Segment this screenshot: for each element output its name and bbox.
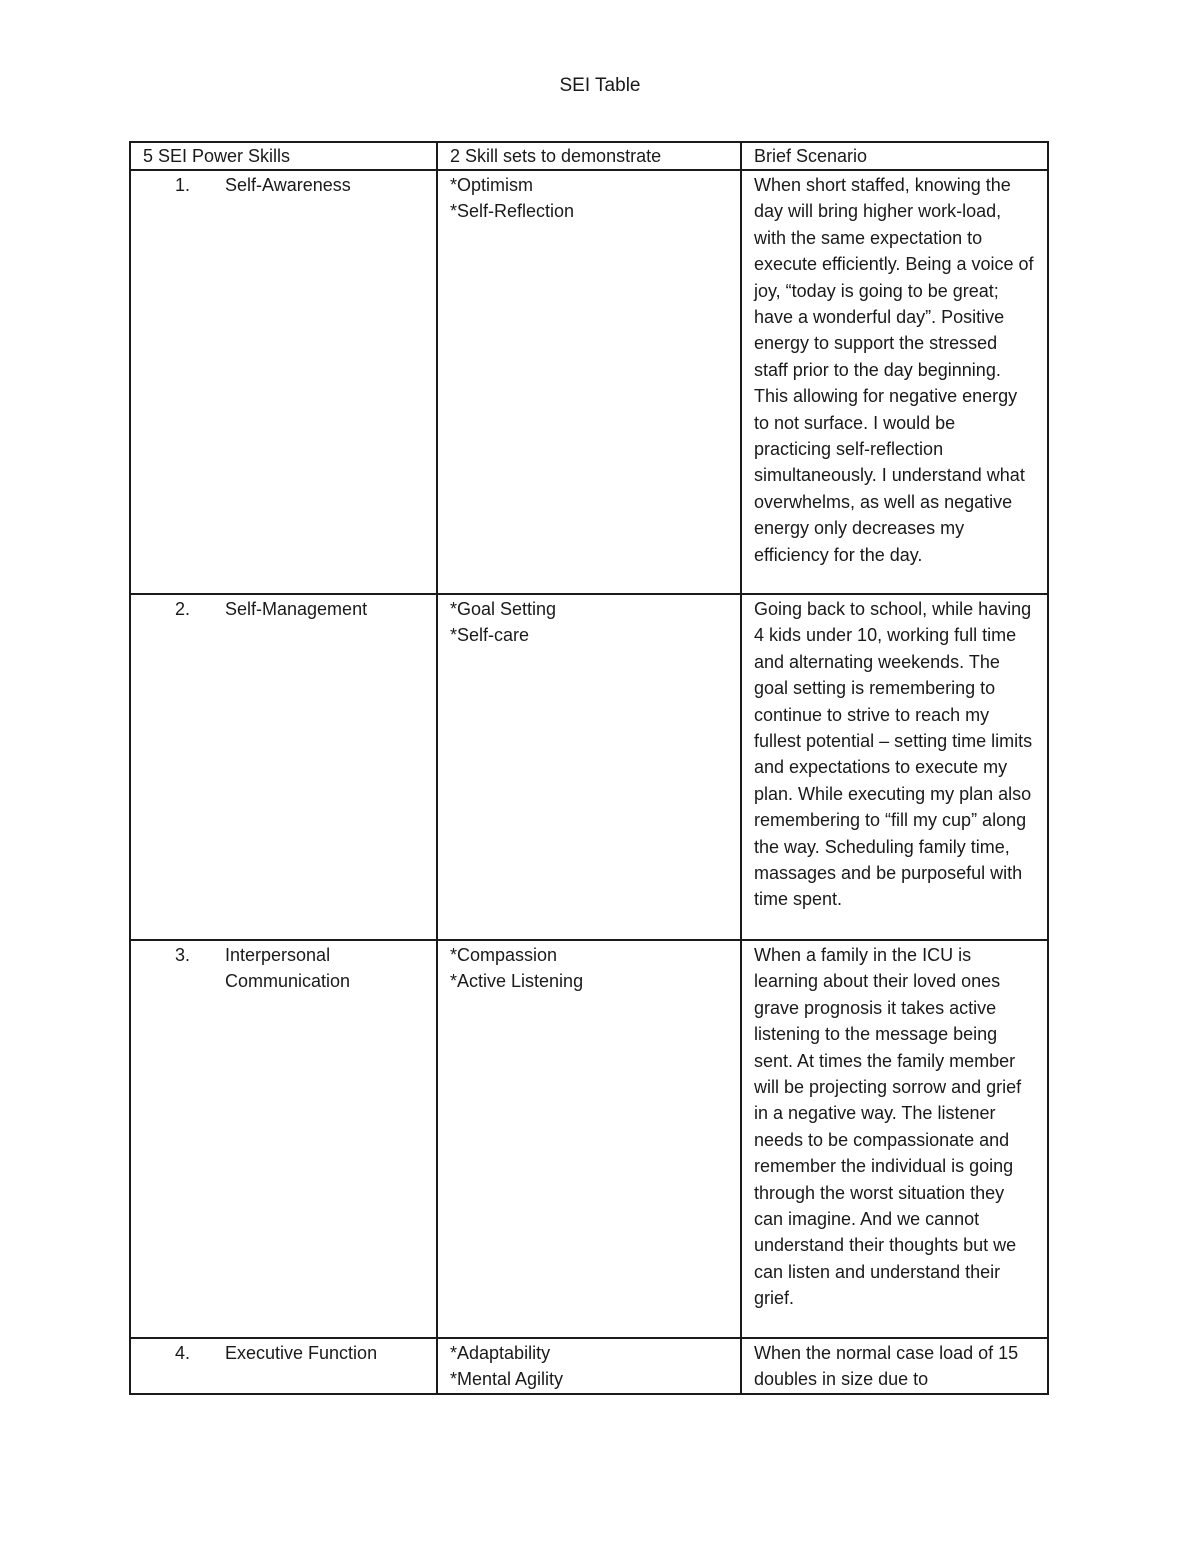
header-brief-scenario: Brief Scenario — [741, 142, 1048, 170]
skill-sets-cell — [437, 170, 741, 594]
skill-name: Executive Function — [225, 1343, 378, 1363]
table-row — [130, 594, 1048, 940]
skill-sets-cell — [437, 940, 741, 1338]
skill-set-item: *Self-Reflection — [450, 201, 575, 222]
table-row — [130, 1338, 1048, 1394]
skill-set-item: *Self-care — [450, 625, 530, 646]
power-skill-cell — [130, 170, 437, 594]
skill-name: Self-Management — [225, 599, 368, 619]
table-header-row — [130, 142, 1048, 170]
skill-number: 1. — [175, 175, 191, 195]
header-skill-sets: 2 Skill sets to demonstrate — [437, 142, 741, 170]
skill-set-item: *Goal Setting — [450, 599, 557, 619]
page-title: SEI Table — [559, 75, 641, 96]
skill-name: Interpersonal Communication — [225, 945, 351, 992]
table-row — [130, 170, 1048, 594]
skill-set-item: *Compassion — [450, 945, 558, 965]
skill-sets-cell — [437, 594, 741, 940]
skill-set-item: *Active Listening — [450, 971, 584, 992]
scenario-cell: Going back to school, while having 4 kids under 10, working full time and alternating weekends. The goal setting is remembering to continue to strive to reach my fullest potential – setting time limits and expectations to execute my plan. While executing my plan also remembering to “fill my cup” along the way. Scheduling family time, massages and be purposeful with time spent. — [741, 594, 1048, 940]
skill-number: 3. — [175, 945, 191, 965]
sei-table — [129, 141, 1049, 1395]
table-row — [130, 940, 1048, 1338]
skill-set-item: *Optimism — [450, 175, 534, 195]
skill-set-item: *Adaptability — [450, 1343, 551, 1363]
power-skill-cell — [130, 1338, 437, 1394]
scenario-cell: When a family in the ICU is learning about their loved ones grave prognosis it takes active listening to the message being sent. At times the family member will be projecting sorrow and grief in a negative way. The listener needs to be compassionate and remember the individual is going through the worst situation they can imagine. And we cannot understand their thoughts but we can listen and understand their grief. — [741, 940, 1048, 1338]
scenario-cell: When the normal case load of 15 doubles in size due to — [741, 1338, 1048, 1394]
skill-name: Self-Awareness — [225, 175, 351, 195]
header-power-skills: 5 SEI Power Skills — [130, 142, 437, 170]
skill-set-item: *Mental Agility — [450, 1369, 564, 1390]
skill-sets-cell — [437, 1338, 741, 1394]
scenario-cell: When short staffed, knowing the day will bring higher work-load, with the same expectation to execute efficiently. Being a voice of joy, “today is going to be great; have a wonderful day”. Positive energy to support the stressed staff prior to the day beginning. This allowing for negative energy to not surface. I would be practicing self-reflection simultaneously. I understand what overwhelms, as well as negative energy only decreases my efficiency for the day. — [741, 170, 1048, 594]
power-skill-cell — [130, 940, 437, 1338]
skill-number: 4. — [175, 1343, 191, 1363]
skill-number: 2. — [175, 599, 191, 619]
power-skill-cell — [130, 594, 437, 940]
